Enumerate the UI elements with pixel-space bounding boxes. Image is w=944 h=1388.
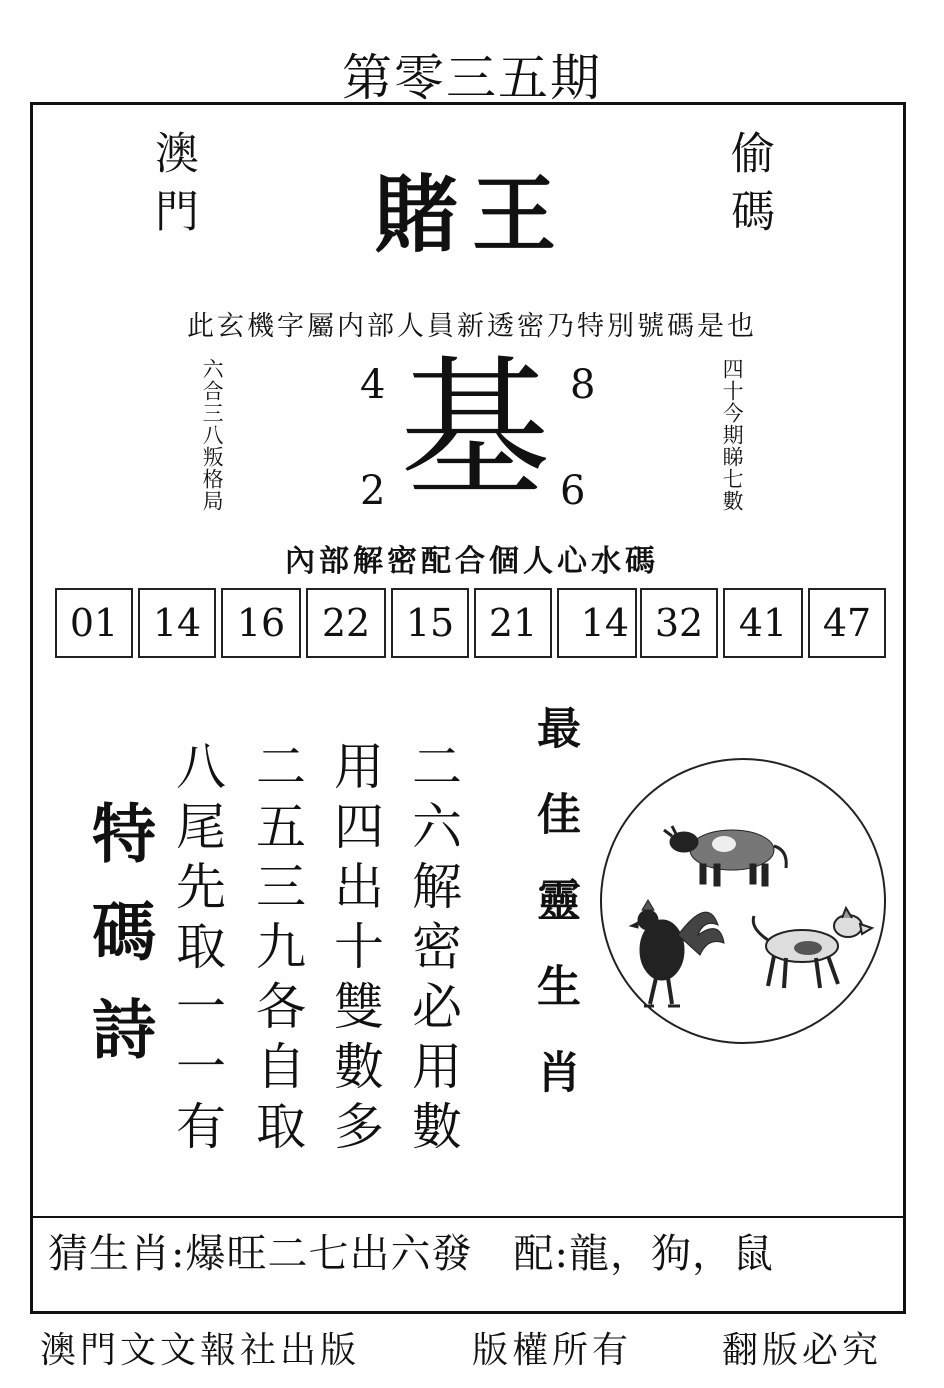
number-box: 15	[391, 588, 469, 658]
number-box: 32	[640, 588, 718, 658]
main-frame	[30, 102, 906, 1314]
number-box: 22	[306, 588, 386, 658]
number-box: 21	[474, 588, 552, 658]
number-box: 41	[723, 588, 803, 658]
number-box: 14	[557, 588, 637, 658]
poem-line: 二六解密必用數	[404, 740, 462, 1160]
poem-line: 八尾先取一一有	[168, 740, 226, 1160]
number-box: 16	[221, 588, 301, 658]
animal-circle	[600, 758, 886, 1044]
corner-number-bottom-left: 2	[360, 468, 386, 514]
best-zodiac-label: 最佳靈生肖	[529, 705, 580, 1135]
right-note: 四十今期睇七數	[720, 358, 745, 512]
subheading: 內部解密配合個人心水碼	[285, 544, 659, 579]
footer-warning: 翻版必究	[722, 1330, 883, 1371]
guess-zodiac-line: 猜生肖:爆旺二七出六發 配:龍，狗，鼠	[48, 1231, 774, 1277]
poem-line: 二五三九各自取	[248, 740, 306, 1160]
corner-number-top-right: 8	[570, 362, 596, 408]
issue-title: 第零三五期	[342, 49, 602, 107]
main-title: 賭王	[373, 166, 570, 264]
center-character: 基	[399, 343, 550, 517]
poem-title: 特碼詩	[81, 800, 155, 1094]
dog-icon	[753, 908, 872, 988]
left-note: 六合三八叛格局	[200, 358, 225, 512]
poem-line: 用四出十雙數多	[326, 740, 384, 1160]
footer-publisher: 澳門文文報社出版	[40, 1330, 361, 1371]
corner-number-bottom-right: 6	[560, 468, 586, 514]
number-box: 47	[808, 588, 886, 658]
intro-line: 此玄機字屬内部人員新透密乃特別號碼是也	[187, 311, 757, 342]
footer-copyright: 版權所有	[472, 1330, 633, 1371]
number-box: 14	[138, 588, 216, 658]
rooster-icon	[630, 900, 724, 1006]
number-box: 01	[55, 588, 133, 658]
corner-number-top-left: 4	[360, 362, 386, 408]
left-label: 澳門	[147, 130, 198, 246]
right-label: 偷碼	[723, 130, 774, 246]
ox-icon	[664, 826, 786, 886]
